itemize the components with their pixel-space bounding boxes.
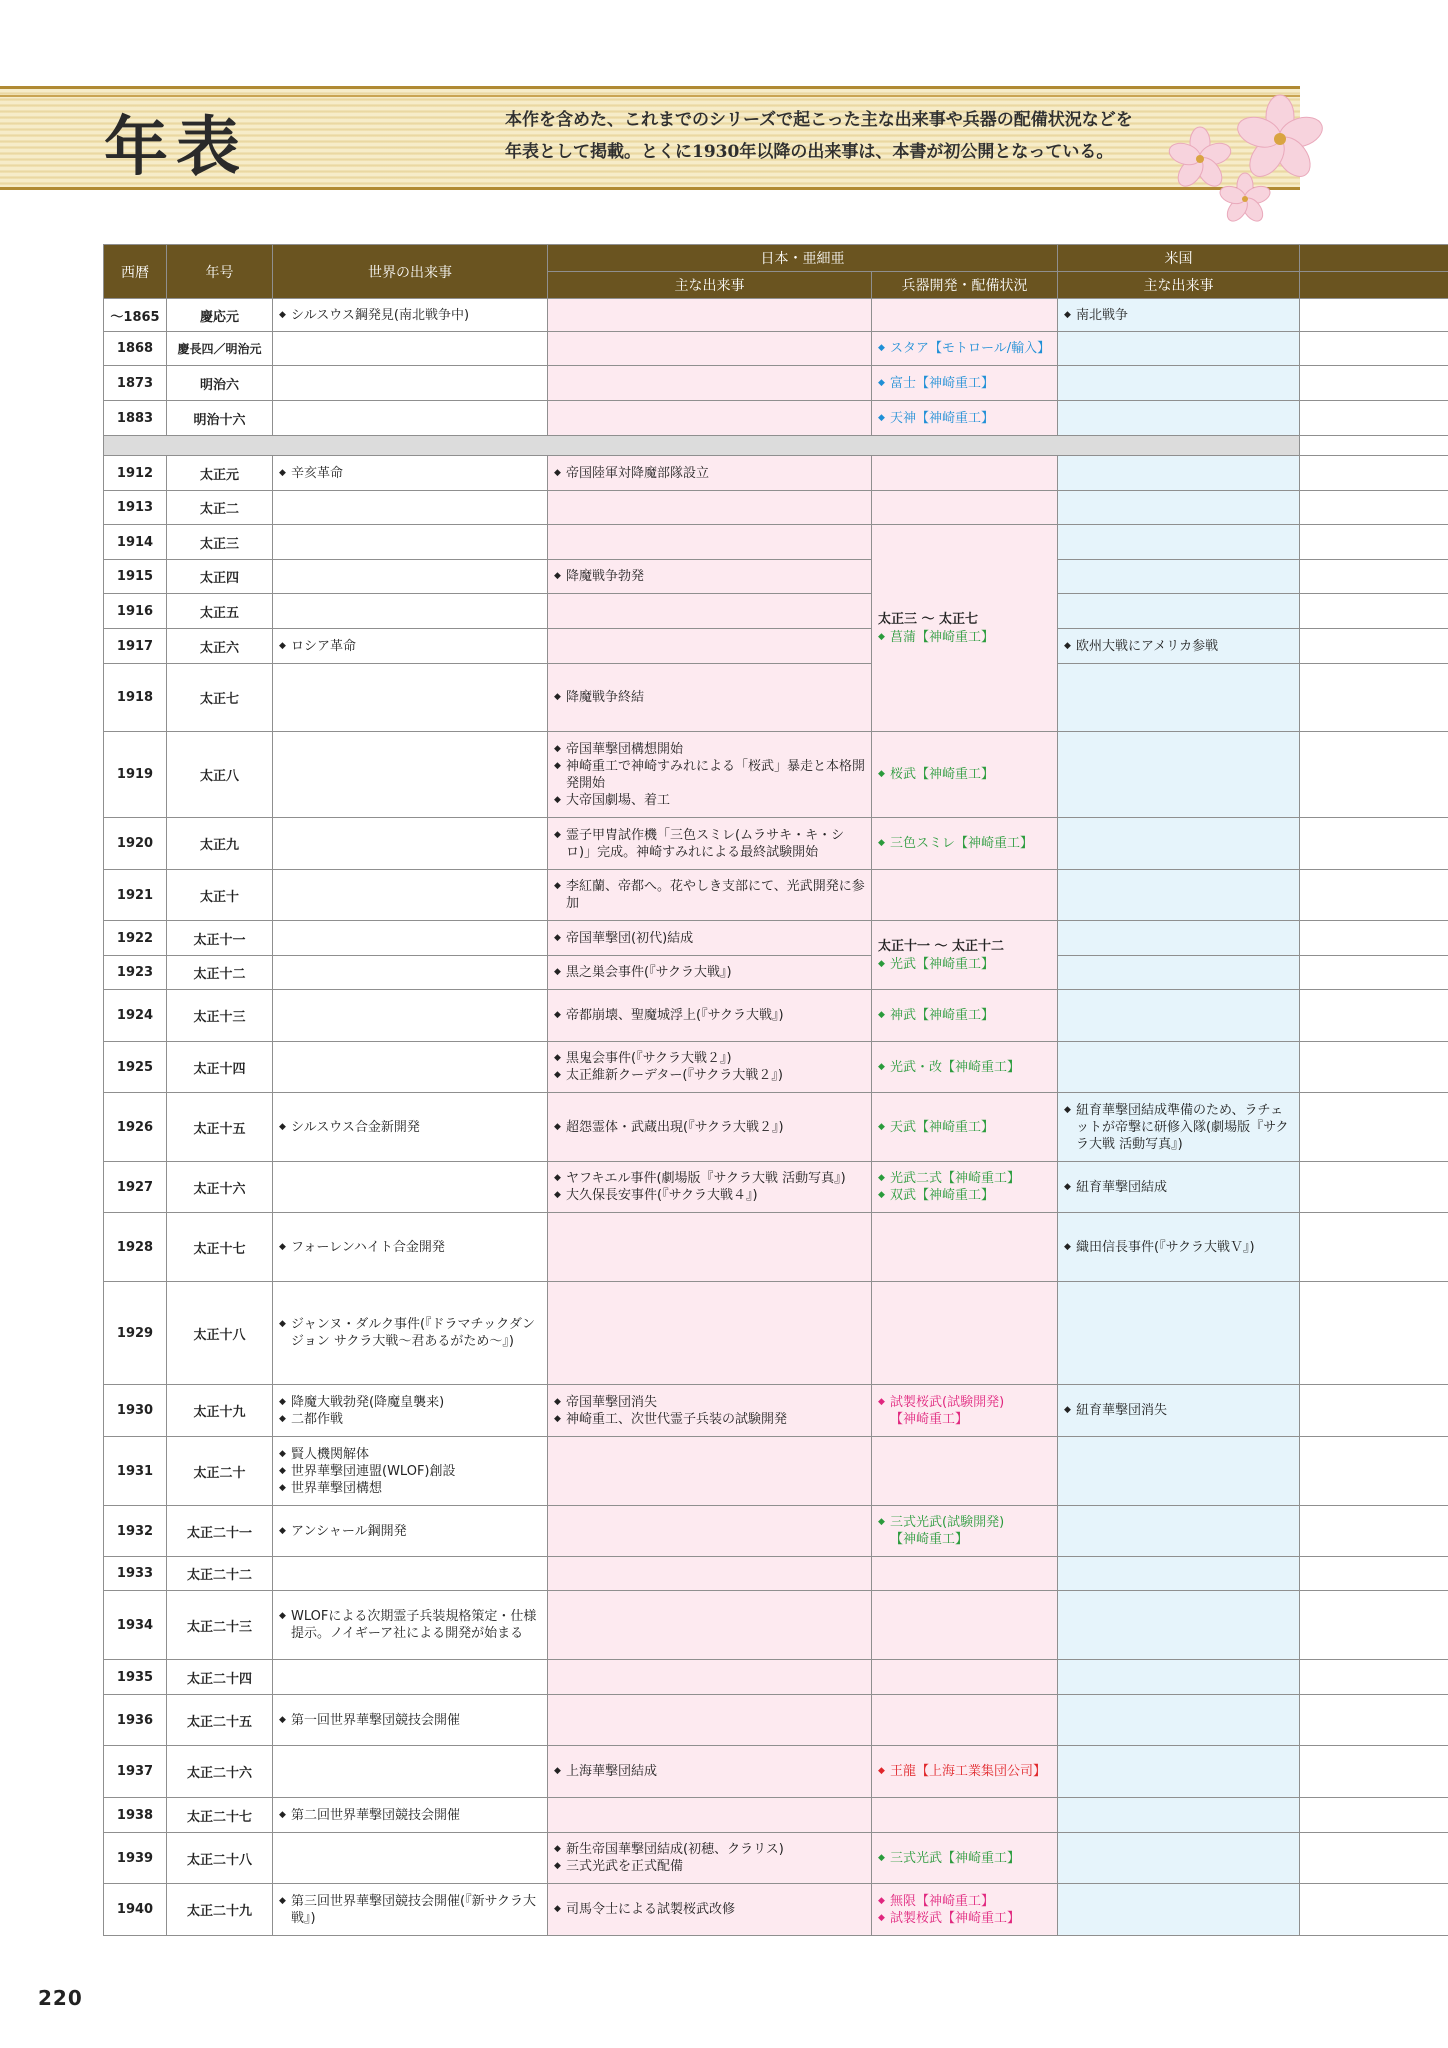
- table-row: [104, 332, 1448, 366]
- weapon-entry: ◆ 富士【神崎重工】: [878, 375, 1051, 392]
- era-cell: 太正十九: [167, 1385, 273, 1437]
- world-event: ◆ 世界華撃団構想: [279, 1480, 541, 1497]
- header-japan-events: 主な出来事: [548, 272, 872, 299]
- japan-event: ◆ 新生帝国華撃団結成(初穂、クラリス): [554, 1841, 865, 1858]
- page-description: [505, 104, 1225, 168]
- japan-cell: [548, 299, 872, 332]
- era-cell: 太正二: [167, 491, 273, 525]
- weapon-entry: ◆ 無限【神崎重工】: [878, 1893, 1051, 1910]
- japan-event: ◆ 司馬令士による試製桜武改修: [554, 1901, 865, 1918]
- world-event: ◆ ジャンヌ・ダルク事件(『ドラマチックダンジョン サクラ大戦〜君あるがため〜』): [279, 1316, 541, 1350]
- year-cell: 1917: [104, 629, 167, 664]
- weapon-cell: [872, 525, 1058, 732]
- weapon-entry: ◆ 王龍【上海工業集団公司】: [878, 1763, 1051, 1780]
- table-row: [104, 990, 1448, 1042]
- era-cell: 太正二十四: [167, 1660, 273, 1695]
- world-event: ◆ 賢人機関解体: [279, 1446, 541, 1463]
- year-cell: 1919: [104, 732, 167, 818]
- table-row: [104, 1437, 1448, 1506]
- world-event: ◆ 第二回世界華撃団競技会開催: [279, 1807, 541, 1824]
- table-row: [104, 1557, 1448, 1591]
- year-cell: 1925: [104, 1042, 167, 1093]
- japan-event: ◆ 帝国華撃団構想開始: [554, 741, 865, 758]
- weapon-entry: ◆ スタア【モトロール/輸入】: [878, 340, 1051, 357]
- header-era: 年号: [167, 245, 273, 299]
- era-cell: 太正二十二: [167, 1557, 273, 1591]
- world-event: ◆ ロシア革命: [279, 638, 541, 655]
- table-row: [104, 818, 1448, 870]
- us-cell: [1058, 299, 1300, 332]
- year-cell: 1873: [104, 366, 167, 401]
- year-cell: 1883: [104, 401, 167, 436]
- era-cell: 太正二十六: [167, 1746, 273, 1798]
- table-row: [104, 1660, 1448, 1695]
- era-cell: 太正六: [167, 629, 273, 664]
- table-row: [104, 1591, 1448, 1660]
- era-cell: 慶応元: [167, 299, 273, 332]
- world-cell: [273, 299, 548, 332]
- table-row: [104, 401, 1448, 436]
- table-body: [104, 299, 1448, 1936]
- world-event: ◆ 第一回世界華撃団競技会開催: [279, 1712, 541, 1729]
- era-cell: 太正二十一: [167, 1506, 273, 1557]
- year-cell: 1937: [104, 1746, 167, 1798]
- era-cell: 明治六: [167, 366, 273, 401]
- world-event: ◆ 第三回世界華撃団競技会開催(『新サクラ大戦』): [279, 1893, 541, 1927]
- table-row: [104, 594, 1448, 629]
- header-us: 米国: [1058, 245, 1300, 272]
- header-extra-sub: [1300, 272, 1448, 299]
- weapon-maker: 【神崎重工】: [890, 1532, 969, 1547]
- cherry-blossom-icon: [1160, 84, 1350, 234]
- table-row: [104, 1162, 1448, 1213]
- table-row: [104, 1798, 1448, 1833]
- year-cell: 1933: [104, 1557, 167, 1591]
- era-cell: 太正十七: [167, 1213, 273, 1282]
- table-row: [104, 870, 1448, 921]
- header-world-events: 世界の出来事: [273, 245, 548, 299]
- year-cell: 1926: [104, 1093, 167, 1162]
- table-gap-row: [104, 436, 1448, 456]
- year-cell: 1916: [104, 594, 167, 629]
- table-row: [104, 1093, 1448, 1162]
- weapon-entry: ◆ 菖蒲【神崎重工】: [878, 629, 1051, 646]
- era-cell: 太正十五: [167, 1093, 273, 1162]
- weapon-entry: ◆ 光武・改【神崎重工】: [878, 1059, 1051, 1076]
- japan-event: ◆ 霊子甲冑試作機「三色スミレ(ムラサキ・キ・シロ)」完成。神崎すみれによる最終試験開始: [554, 827, 865, 861]
- era-cell: 太正三: [167, 525, 273, 560]
- table-row: [104, 1506, 1448, 1557]
- year-cell: 1922: [104, 921, 167, 956]
- era-cell: 太正十六: [167, 1162, 273, 1213]
- year-cell: 1940: [104, 1884, 167, 1936]
- year-cell: 1936: [104, 1695, 167, 1746]
- year-cell: 1932: [104, 1506, 167, 1557]
- header-extra: [1300, 245, 1448, 272]
- world-event: ◆ シルスウス合金新開発: [279, 1119, 541, 1136]
- japan-event: ◆ 神崎重工、次世代霊子兵装の試験開発: [554, 1411, 865, 1428]
- era-cell: 太正十八: [167, 1282, 273, 1385]
- header-year: 西暦: [104, 245, 167, 299]
- weapon-entry: ◆ 三式光武(試験開発): [878, 1514, 1051, 1531]
- era-cell: 太正十: [167, 870, 273, 921]
- era-cell: 太正十一: [167, 921, 273, 956]
- era-cell: 太正二十三: [167, 1591, 273, 1660]
- era-cell: 太正二十五: [167, 1695, 273, 1746]
- era-cell: 太正四: [167, 560, 273, 594]
- japan-event: ◆ 神崎重工で神崎すみれによる「桜武」暴走と本格開発開始: [554, 758, 865, 792]
- table-row: [104, 491, 1448, 525]
- weapon-cell: [872, 332, 1058, 366]
- weapon-cell: [872, 921, 1058, 990]
- era-cell: 太正九: [167, 818, 273, 870]
- japan-event: ◆ 李紅蘭、帝都へ。花やしき支部にて、光武開発に参加: [554, 878, 865, 912]
- year-cell: 1918: [104, 664, 167, 732]
- chronology-table: [103, 244, 1448, 1936]
- weapon-entry: ◆ 天武【神崎重工】: [878, 1119, 1051, 1136]
- table-row: [104, 1042, 1448, 1093]
- weapon-entry: ◆ 双武【神崎重工】: [878, 1187, 1051, 1204]
- year-cell: 1930: [104, 1385, 167, 1437]
- japan-event: ◆ 降魔戦争終結: [554, 689, 865, 706]
- us-event: ◆ 織田信長事件(『サクラ大戦Ｖ』): [1064, 1239, 1293, 1256]
- world-event: ◆ 世界華撃団連盟(WLOF)創設: [279, 1463, 541, 1480]
- japan-event: ◆ 帝都崩壊、聖魔城浮上(『サクラ大戦』): [554, 1007, 865, 1024]
- japan-event: ◆ ヤフキエル事件(劇場版『サクラ大戦 活動写真』): [554, 1170, 865, 1187]
- era-cell: 太正二十: [167, 1437, 273, 1506]
- era-cell: 太正七: [167, 664, 273, 732]
- year-cell: 1921: [104, 870, 167, 921]
- header-japan-asia: 日本・亜細亜: [548, 245, 1058, 272]
- table-row: [104, 456, 1448, 491]
- table-row: [104, 299, 1448, 332]
- year-cell: 〜1865: [104, 299, 167, 332]
- year-cell: 1939: [104, 1833, 167, 1884]
- weapon-entry: ◆ 光武二式【神崎重工】: [878, 1170, 1051, 1187]
- table-row: [104, 560, 1448, 594]
- description-line-1: 本作を含めた、これまでのシリーズで起こった主な出来事や兵器の配備状況などを: [505, 110, 1133, 130]
- us-event: ◆ 紐育華撃団結成: [1064, 1179, 1293, 1196]
- japan-event: ◆ 大久保長安事件(『サクラ大戦４』): [554, 1187, 865, 1204]
- japan-event: ◆ 黒之巣会事件(『サクラ大戦』): [554, 964, 865, 981]
- japan-event: ◆ 大帝国劇場、着工: [554, 792, 865, 809]
- year-cell: 1924: [104, 990, 167, 1042]
- table-row: [104, 1282, 1448, 1385]
- table-row: [104, 732, 1448, 818]
- era-cell: 太正二十九: [167, 1884, 273, 1936]
- page-title: 年表: [104, 110, 248, 185]
- weapon-entry: ◆ 試製桜武(試験開発): [878, 1394, 1051, 1411]
- era-cell: 太正八: [167, 732, 273, 818]
- table-row: [104, 1833, 1448, 1884]
- year-cell: 1929: [104, 1282, 167, 1385]
- era-cell: 太正元: [167, 456, 273, 491]
- japan-event: ◆ 太正維新クーデター(『サクラ大戦２』): [554, 1067, 865, 1084]
- table-row: [104, 1884, 1448, 1936]
- era-cell: 太正十四: [167, 1042, 273, 1093]
- weapon-period: 太正三 〜 太正七: [878, 611, 979, 627]
- world-event: ◆ WLOFによる次期霊子兵装規格策定・仕様提示。ノイギーア社による開発が始まる: [279, 1608, 541, 1642]
- year-cell: 1920: [104, 818, 167, 870]
- year-cell: 1935: [104, 1660, 167, 1695]
- table-row: [104, 366, 1448, 401]
- year-cell: 1938: [104, 1798, 167, 1833]
- year-cell: 1931: [104, 1437, 167, 1506]
- japan-event: ◆ 帝国華撃団(初代)結成: [554, 930, 865, 947]
- weapon-cell: [872, 401, 1058, 436]
- era-cell: 太正十三: [167, 990, 273, 1042]
- table-row: [104, 921, 1448, 956]
- era-cell: 太正五: [167, 594, 273, 629]
- table-row: [104, 1695, 1448, 1746]
- header-japan-weapons: 兵器開発・配備状況: [872, 272, 1058, 299]
- year-cell: 1868: [104, 332, 167, 366]
- japan-event: ◆ 超怨霊体・武蔵出現(『サクラ大戦２』): [554, 1119, 865, 1136]
- year-cell: 1914: [104, 525, 167, 560]
- japan-event: ◆ 降魔戦争勃発: [554, 568, 865, 585]
- year-cell: 1923: [104, 956, 167, 990]
- table-row: [104, 1213, 1448, 1282]
- japan-event: ◆ 黒鬼会事件(『サクラ大戦２』): [554, 1050, 865, 1067]
- table-row: [104, 956, 1448, 990]
- weapon-entry: ◆ 光武【神崎重工】: [878, 956, 1051, 973]
- era-cell: 太正十二: [167, 956, 273, 990]
- page-number: 220: [38, 1986, 83, 2010]
- table-row: [104, 629, 1448, 664]
- world-event: ◆ アンシャール鋼開発: [279, 1523, 541, 1540]
- era-cell: 明治十六: [167, 401, 273, 436]
- weapon-period: 太正十一 〜 太正十二: [878, 938, 1005, 954]
- table-row: [104, 525, 1448, 560]
- weapon-entry: ◆ 試製桜武【神崎重工】: [878, 1910, 1051, 1927]
- japan-event: ◆ 帝国華撃団消失: [554, 1394, 865, 1411]
- us-event: ◆ 紐育華撃団結成準備のため、ラチェットが帝撃に研修入隊(劇場版『サクラ大戦 活動写真』): [1064, 1102, 1293, 1153]
- year-cell: 1915: [104, 560, 167, 594]
- world-event: ◆ フォーレンハイト合金開発: [279, 1239, 541, 1256]
- world-event: ◆ 辛亥革命: [279, 465, 541, 482]
- us-event: ◆ 欧州大戦にアメリカ参戦: [1064, 638, 1293, 655]
- japan-event: ◆ 三式光武を正式配備: [554, 1858, 865, 1875]
- era-cell: 太正二十七: [167, 1798, 273, 1833]
- world-event: ◆ 降魔大戦勃発(降魔皇襲来): [279, 1394, 541, 1411]
- year-cell: 1912: [104, 456, 167, 491]
- header-us-events: 主な出来事: [1058, 272, 1300, 299]
- weapon-maker: 【神崎重工】: [890, 1411, 969, 1427]
- weapon-cell: [872, 366, 1058, 401]
- weapon-entry: ◆ 三式光武【神崎重工】: [878, 1850, 1051, 1867]
- weapon-entry: ◆ 桜武【神崎重工】: [878, 766, 1051, 783]
- table-row: [104, 664, 1448, 732]
- year-cell: 1913: [104, 491, 167, 525]
- japan-event: ◆ 上海華撃団結成: [554, 1763, 865, 1780]
- era-cell: 慶長四／明治元: [167, 332, 273, 366]
- weapon-entry: ◆ 天神【神崎重工】: [878, 410, 1051, 427]
- description-line-2: 年表として掲載。とくに1930年以降の出来事は、本書が初公開となっている。: [505, 142, 1114, 162]
- table-row: [104, 1746, 1448, 1798]
- us-event: ◆ 南北戦争: [1064, 307, 1293, 324]
- weapon-cell: [872, 299, 1058, 332]
- japan-event: ◆ 帝国陸軍対降魔部隊設立: [554, 465, 865, 482]
- year-cell: 1928: [104, 1213, 167, 1282]
- weapon-entry: ◆ 三色スミレ【神崎重工】: [878, 835, 1051, 852]
- us-event: ◆ 紐育華撃団消失: [1064, 1402, 1293, 1419]
- year-cell: 1927: [104, 1162, 167, 1213]
- world-event: ◆ 二都作戦: [279, 1411, 541, 1428]
- weapon-entry: ◆ 神武【神崎重工】: [878, 1007, 1051, 1024]
- table-row: [104, 1385, 1448, 1437]
- year-cell: 1934: [104, 1591, 167, 1660]
- world-event: ◆ シルスウス鋼発見(南北戦争中): [279, 307, 541, 324]
- era-cell: 太正二十八: [167, 1833, 273, 1884]
